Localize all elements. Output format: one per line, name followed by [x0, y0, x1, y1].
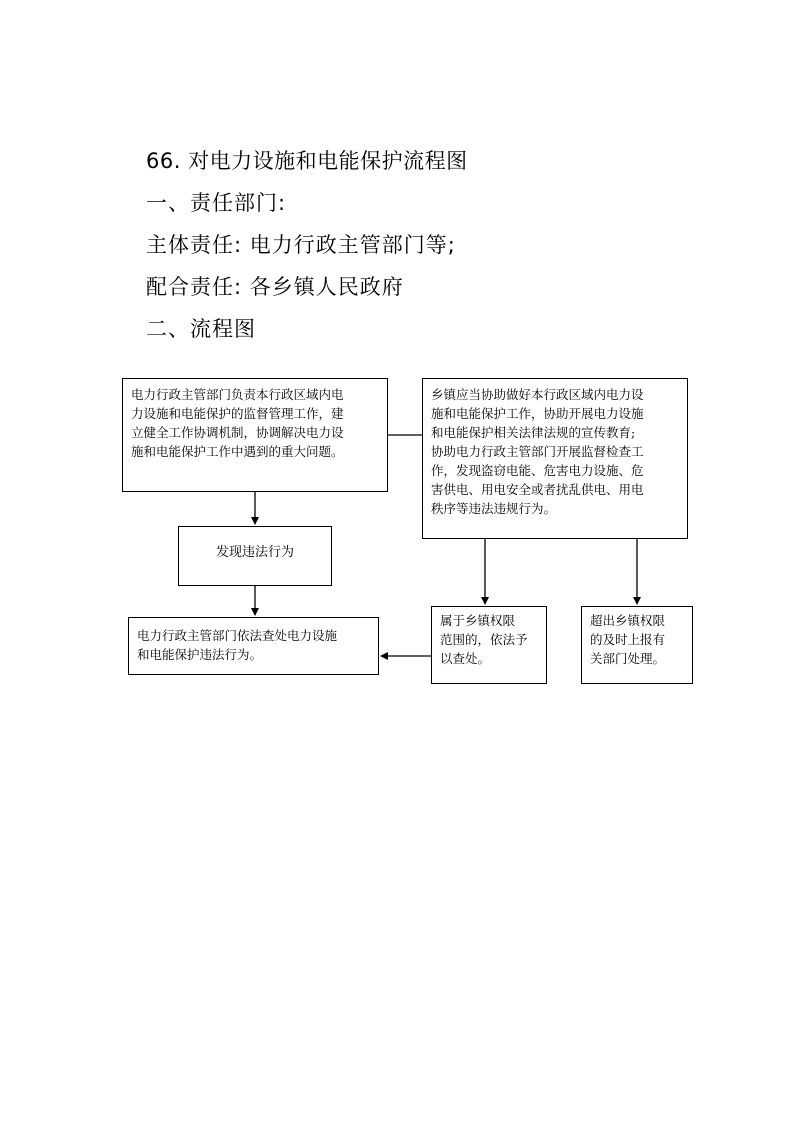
box-text-line: 关部门处理。 [590, 651, 666, 666]
box-text-line: 秩序等违法违规行为。 [431, 501, 557, 516]
box-department-investigation [128, 617, 379, 675]
section-heading-flowchart: 二、流程图 [146, 317, 256, 341]
page-title: 66. 对电力设施和电能保护流程图 [146, 149, 468, 173]
box-text-line: 乡镇应当协助做好本行政区域内电力设 [431, 387, 644, 402]
box-text-line: 协助电力行政主管部门开展监督检查工 [431, 444, 644, 459]
box-text-line: 范围的，依法予 [440, 632, 528, 647]
box-text-line: 力设施和电能保护的监督管理工作，建 [131, 406, 344, 421]
box-discover-violation [178, 526, 332, 586]
box-text-line: 超出乡镇权限 [590, 613, 666, 628]
box-text-line: 作，发现盗窃电能、危害电力设施、危 [431, 463, 644, 478]
box-text-line: 电力行政主管部门依法查处电力设施 [137, 628, 338, 643]
box-text-line: 和电能保护相关法律法规的宣传教育; [431, 425, 636, 440]
box-text-line: 发现违法行为 [215, 544, 294, 560]
box-text-line: 属于乡镇权限 [440, 613, 516, 628]
box-text-line: 和电能保护违法行为。 [137, 647, 263, 662]
box-beyond-township-authority [581, 606, 693, 684]
box-text-line: 施和电能保护工作，协助开展电力设施 [431, 406, 644, 421]
box-township-assistance [422, 378, 688, 539]
section-heading-responsible-departments: 一、责任部门: [146, 191, 287, 215]
box-text-line: 害供电、用电安全或者扰乱供电、用电 [431, 482, 644, 497]
box-text-line: 电力行政主管部门负责本行政区域内电 [131, 387, 344, 402]
box-department-supervision [122, 378, 388, 492]
box-text-line: 立健全工作协调机制，协调解决电力设 [131, 425, 344, 440]
box-within-township-authority [431, 606, 547, 684]
box-text-line: 施和电能保护工作中遇到的重大问题。 [131, 444, 344, 459]
main-responsibility-text: 主体责任: 电力行政主管部门等; [146, 233, 456, 257]
box-text-line: 以查处。 [440, 651, 491, 666]
box-text-line: 的及时上报有 [590, 632, 666, 647]
cooperating-responsibility-text: 配合责任: 各乡镇人民政府 [146, 275, 404, 299]
